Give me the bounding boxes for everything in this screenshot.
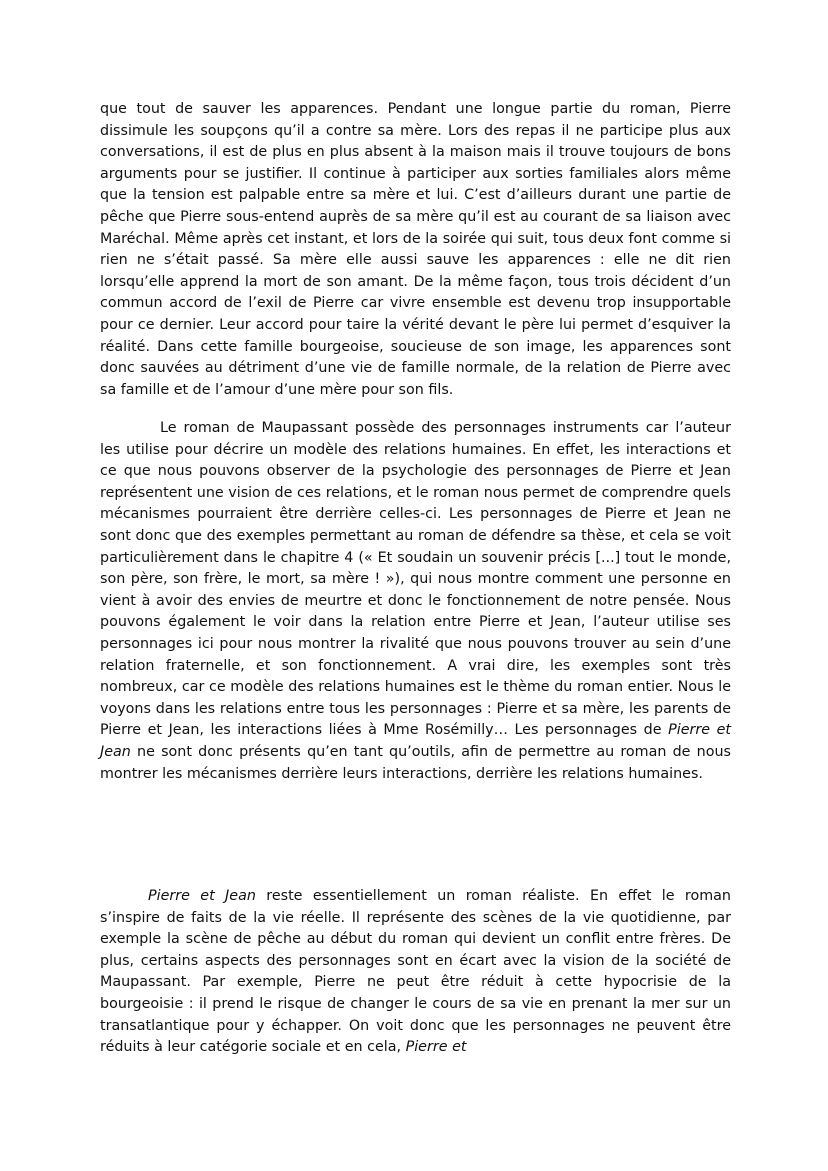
text-segment: Le roman de Maupassant possède des personnages instruments car l’auteur les utilise pour décrire un modèle des relations humaines. En effet, les interactions et ce que nous pouvons observer de la psychologie des personnages de Pierre et Jean représentent une vision de ces relations, et le roman nous permet de comprendre quels mécanismes pourraient être derrière celles-ci. Les personnages de Pierre et Jean ne sont donc que des exemples permettant au roman de défendre sa thèse, et cela se voit particulièrement dans le chapitre 4 (« Et soudain un souvenir précis [...] tout le monde, son père, son frère, le mort, sa mère ! »), qui nous montre comment une personne en vient à avoir des envies de meurtre et donc le fonctionnement de notre pensée. Nous pouvons également le voir dans la relation entre Pierre et Jean, l’auteur utilise ses personnages ici pour nous montrer la rivalité que nous pouvons trouver au sein d’une relation fraternelle, et son fonctionnement. A vrai dire, les exemples sont très nombreux, car ce modèle des relations humaines est le thème du roman entier. Nous le voyons dans les relations entre tous les personnages : Pierre et sa mère, les parents de Pierre et Jean, les interactions liées à Mme Rosémilly… Les personnages de [100,420,731,739]
paragraph-appearances [100,99,731,401]
paragraph-realist-novel [100,886,731,1059]
text-segment: que tout de sauver les apparences. Pendant une longue partie du roman, Pierre dissimule les soupçons qu’il a contre sa mère. Lors des repas il ne participe plus aux conversations, il est de plus en plus absent à la maison mais il trouve toujours de bons arguments pour se justifier. Il continue à participer aux sorties familiales alors même que la tension est palpable entre sa mère et lui. C’est d’ailleurs durant une partie de pêche que Pierre sous-entend auprès de sa mère qu’il est au courant de sa liaison avec Maréchal. Même après cet instant, et lors de la soirée qui suit, tous deux font comme si rien ne s’était passé. Sa mère elle aussi sauve les apparences : elle ne dit rien lorsqu’elle apprend la mort de son amant. De la même façon, tous trois décident d’un commun accord de l’exil de Pierre car vivre ensemble est devenu trop insupportable pour ce dernier. Leur accord pour taire la vérité devant le père lui permet d’esquiver la réalité. Dans cette famille bourgeoise, soucieuse de son image, les apparences sont donc sauvées au détriment d’une vie de famille normale, de la relation de Pierre avec sa famille et de l’amour d’une mère pour son fils. [100,101,731,398]
book-title-italic: Pierre et Jean [148,888,256,904]
book-title-italic: Pierre et [405,1039,467,1056]
paragraph-instrument-characters [100,418,731,785]
text-segment: ne sont donc présents qu’en tant qu’outils, afin de permettre au roman de nous montrer les mécanismes derrière leurs interactions, derrière les relations humaines. [100,743,731,782]
text-segment: reste essentiellement un roman réaliste. En effet le roman s’inspire de faits de la vie réelle. Il représente des scènes de la vie quotidienne, par exemple la scène de pêche au début du roman qui devient un conflit entre frères. De plus, certains aspects des personnages sont en écart avec la vision de la société de Maupassant. Par exemple, Pierre ne peut être réduit à cette hypocrisie de la bourgeoisie : il prend le risque de changer le cours de sa vie en prenant la mer sur un transatlantique pour y échapper. On voit donc que les personnages ne peuvent être réduits à leur catégorie sociale et en cela, [100,888,731,1056]
book-title-italic: Pierre et Jean [100,722,732,760]
